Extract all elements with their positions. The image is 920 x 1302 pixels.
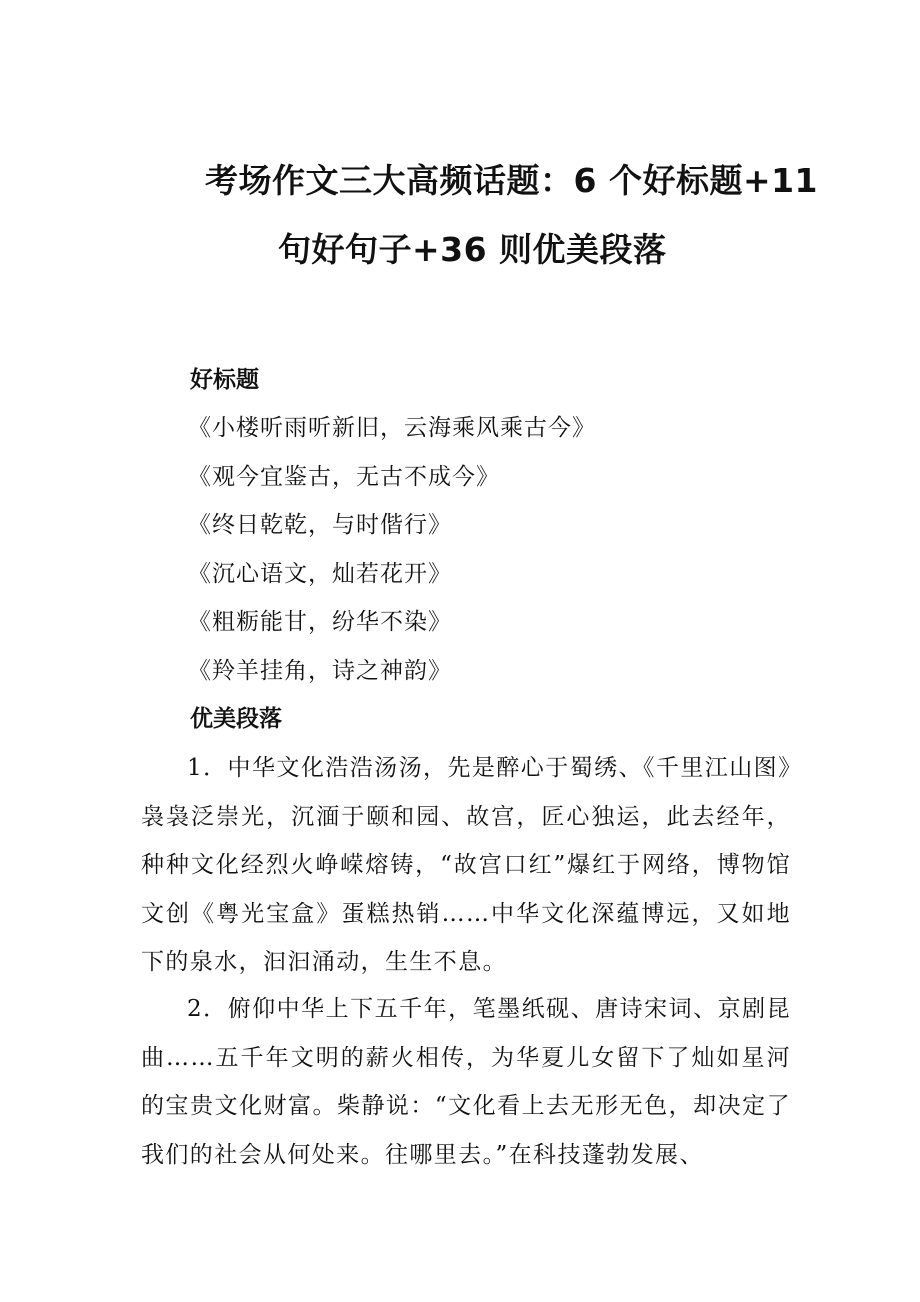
section-heading-paragraphs: 优美段落 bbox=[190, 706, 282, 732]
good-title-item: 《观今宜鉴古，无古不成今》 bbox=[188, 463, 500, 490]
document-title-line-2: 句好句子+36 则优美段落 bbox=[278, 230, 667, 269]
good-title-item: 《粗粝能甘，纷华不染》 bbox=[188, 609, 452, 636]
paragraph-2: 2．俯仰中华上下五千年，笔墨纸砚、唐诗宋词、京剧昆曲……五千年文明的薪火相传，为华夏儿女留下了灿如星河的宝贵文化财富。柴静说：“文化看上去无形无色，却决定了我们的社会从何处来。往哪里去。”在科技蓬勃发展、 bbox=[141, 996, 791, 1168]
good-title-item: 《终日乾乾，与时偕行》 bbox=[188, 512, 452, 539]
good-title-item: 《小楼听雨听新旧，云海乘风乘古今》 bbox=[188, 415, 596, 441]
document-title-line-1: 考场作文三大高频话题：6 个好标题+11 bbox=[205, 161, 819, 200]
section-heading-good-titles: 好标题 bbox=[190, 367, 259, 393]
paragraph-1: 1．中华文化浩浩汤汤，先是醉心于蜀绣、《千里江山图》袅袅泛崇光，沉湎于颐和园、故宫，匠心独运，此去经年，种种文化经烈火峥嵘熔铸，“故宫口红”爆红于网络，博物馆文创《粤光宝盒》蛋糕热销……中华文化深蕴博远，又如地下的泉水，汩汩涌动，生生不息。 bbox=[141, 755, 791, 975]
good-title-item: 《沉心语文，灿若花开》 bbox=[188, 560, 452, 587]
good-titles-list bbox=[188, 413, 596, 705]
good-title-item: 《羚羊挂角，诗之神韵》 bbox=[188, 657, 452, 684]
